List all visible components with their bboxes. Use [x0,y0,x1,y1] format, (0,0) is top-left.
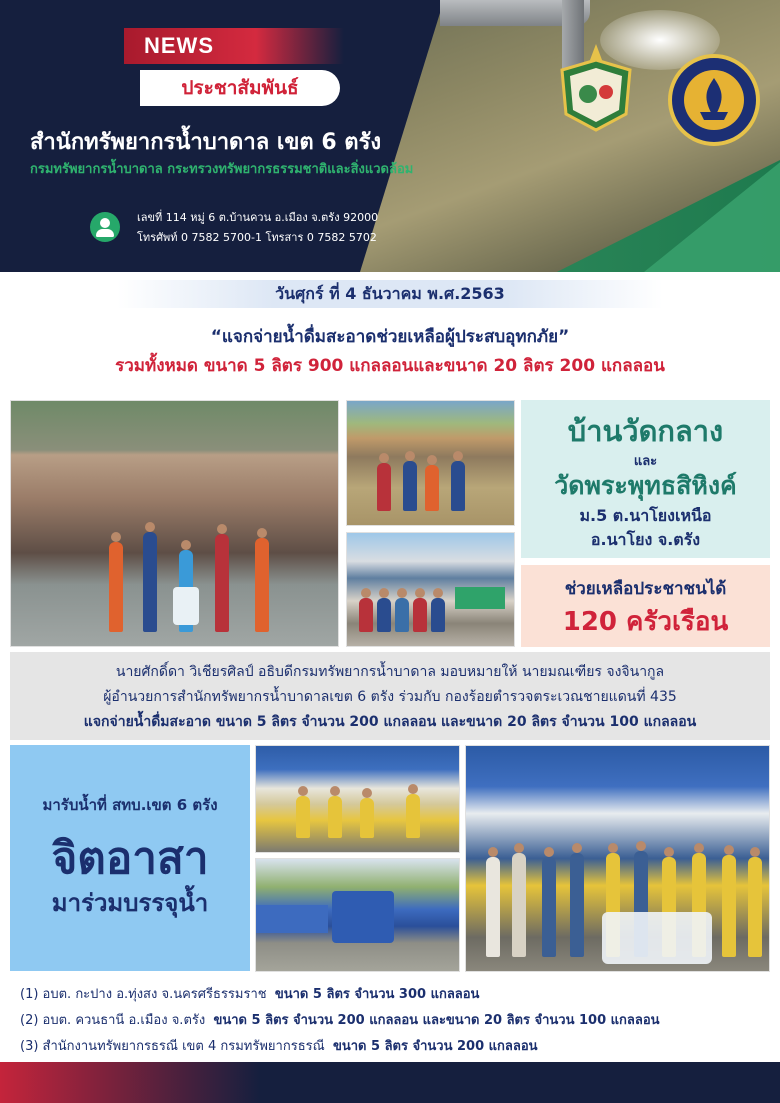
volunteers-filling-photo [255,745,460,853]
volunteer-box [10,745,250,971]
contributor-org: (2) อบต. ควนธานี อ.เมือง จ.ตรัง [20,1013,206,1028]
location-address-line2: อ.นาโยง จ.ตรัง [590,530,701,549]
list-item [20,1034,770,1060]
contributors-list [20,982,770,1060]
phone-line: โทรศัพท์ 0 7582 5700-1 โทรสาร 0 7582 5702 [137,231,377,244]
village-name: บ้านวัดกลาง [567,414,724,448]
contributor-detail: ขนาด 5 ลิตร จำนวน 200 แกลลอน [332,1039,538,1054]
statement-line: นายศักดิ์ดา วิเชียรศิลป์ อธิบดีกรมทรัพยากรน้ำบาดาล มอบหมายให้ นายมณเฑียร จงจินากูล [115,664,665,680]
households-helped-label: ช่วยเหลือประชาชนได้ [564,579,727,599]
list-item [20,1008,770,1034]
temple-name: วัดพระพุทธสิหิงค์ [554,471,737,500]
volunteer-location: มารับน้ำที่ สทบ.เขต 6 ตรัง [42,796,218,814]
person-icon [90,212,120,242]
flood-village-photo [346,400,515,526]
location-address-line1: ม.5 ต.นาโยงเหนือ [579,506,712,525]
statement-box [10,652,770,740]
footer-bar [0,1062,780,1103]
volunteer-title: จิตอาสา [51,833,209,884]
date-line: วันศุกร์ ที่ 4 ธันวาคม พ.ศ.2563 [0,280,780,308]
footer-accent [0,1062,260,1103]
volunteer-group-photo [465,745,770,972]
temple-group-photo [346,532,515,647]
flood-relief-photo [10,400,339,647]
headline-summary: รวมทั้งหมด ขนาด 5 ลิตร 900 แกลลอนและขนาด 20 ลิตร 200 แกลลอน [115,356,665,376]
volunteer-subtitle: มาร่วมบรรจุน้ำ [51,889,209,917]
header-banner [0,0,780,272]
contributor-org: (3) สำนักงานทรัพยากรธรณี เขต 4 กรมทรัพยากรธรณี [20,1039,325,1054]
location-box [521,400,770,558]
statement-line: ผู้อำนวยการสำนักทรัพยากรน้ำบาดาลเขต 6 ตรัง ร่วมกับ กองร้อยตำรวจตระเวณชายแดนที่ 435 [103,689,677,705]
water-truck-photo [255,858,460,972]
headline-title: “แจกจ่ายน้ำดื่มสะอาดช่วยเหลือผู้ประสบอุทกภัย” [210,327,570,347]
pr-label: ประชาสัมพันธ์ [140,70,340,106]
contact-info [137,208,378,248]
statement-line: แจกจ่ายน้ำดื่มสะอาด ขนาด 5 ลิตร จำนวน 200 แกลลอน และขนาด 20 ลิตร จำนวน 100 แกลลอน [83,714,697,730]
address-line: เลขที่ 114 หมู่ 6 ต.บ้านควน อ.เมือง จ.ตรัง 92000 [137,211,379,224]
department-line: กรมทรัพยากรน้ำบาดาล กระทรวงทรัพยากรธรรมชาติและสิ่งแวดล้อม [30,162,414,177]
ministry-seal-icon [548,40,644,136]
households-helped-count: 120 ครัวเรือน [562,607,729,637]
list-item [20,982,770,1008]
office-title: สำนักทรัพยากรน้ำบาดาล เขต 6 ตรัง [30,130,382,155]
dgr-seal-icon [666,52,762,148]
contributor-org: (1) อบต. กะปาง อ.ทุ่งสง จ.นครศรีธรรมราช [20,987,267,1002]
contributor-detail: ขนาด 5 ลิตร จำนวน 200 แกลลอน และขนาด 20 ลิตร จำนวน 100 แกลลอน [213,1013,660,1028]
conjunction-text: และ [633,454,658,469]
news-label: NEWS [124,28,344,64]
households-helped-box [521,565,770,647]
contributor-detail: ขนาด 5 ลิตร จำนวน 300 แกลลอน [274,987,480,1002]
